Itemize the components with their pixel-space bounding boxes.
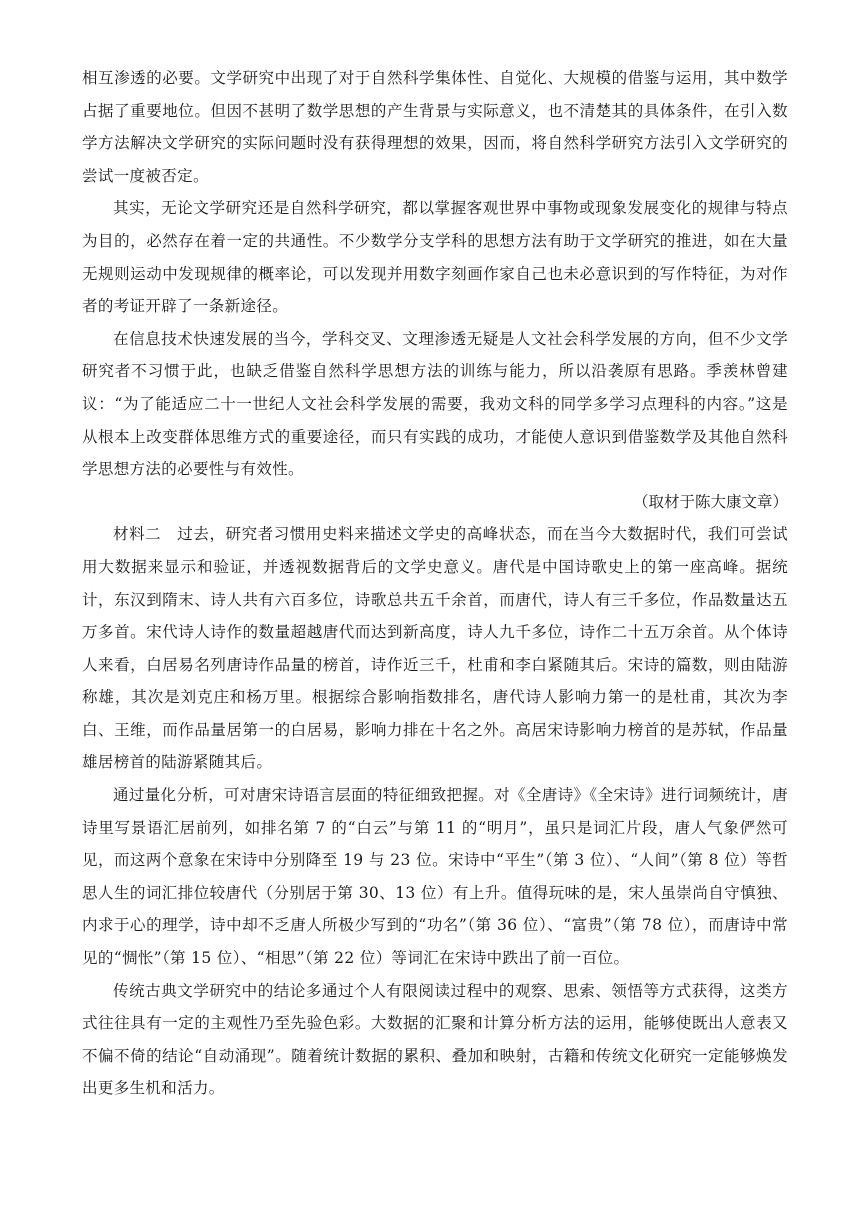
paragraph-conclusion: 传统古典文学研究中的结论多通过个人有限阅读过程中的观察、思索、领悟等方式获得，这类方式往往具有一定的主观性乃至先验色彩。大数据的汇聚和计算分析方法的运用，能够使既出人意表又不偏不倚的结论“自动涌现”。随着统计数据的累积、叠加和映射，古籍和传统文化研究一定能够焕发出更多生机和活力。: [82, 981, 788, 1098]
document-page: [82, 62, 788, 1105]
paragraph-quantitative-analysis: 通过量化分析，可对唐宋诗语言层面的特征细致把握。对《全唐诗》《全宋诗》进行词频统计，唐诗里写景语汇居前列，如排名第 7 的“白云”与第 11 的“明月”，虽只是词汇片段，唐人气象俨然可见，而这两个意象在宋诗中分别降至 19 与 23 位。宋诗中“平生”（第 3 位）、“人间”（第 8 位）等哲思人生的词汇排位较唐代（分别居于第 30、13 位）有上升。值得玩味的是，宋人虽崇尚自守慎独、内求于心的理学，诗中却不乏唐人所极少写到的“功名”（第 36 位）、“富贵”（第 78 位），而唐诗中常见的“惆怅”（第 15 位）、“相思”（第 22 位）等词汇在宋诗中跌出了前一百位。: [82, 786, 788, 968]
paragraph-material-two: 材料二 过去，研究者习惯用史料来描述文学史的高峰状态，而在当今大数据时代，我们可尝试用大数据来显示和验证，并透视数据背后的文学史意义。唐代是中国诗歌史上的第一座高峰。据统计，东汉到隋末、诗人共有六百多位，诗歌总共五千余首，而唐代，诗人有三千多位，作品数量达五万多首。宋代诗人诗作的数量超越唐代而达到新高度，诗人九千多位，诗作二十五万余首。从个体诗人来看，白居易名列唐诗作品量的榜首，诗作近三千，杜甫和李白紧随其后。宋诗的篇数，则由陆游称雄，其次是刘克庄和杨万里。根据综合影响指数排名，唐代诗人影响力第一的是杜甫，其次为李白、王维，而作品量居第一的白居易，影响力排在十名之外。高居宋诗影响力榜首的是苏轼，作品量雄居榜首的陆游紧随其后。: [82, 525, 788, 772]
paragraph-interdisciplinary: 在信息技术快速发展的当今，学科交叉、文理渗透无疑是人文社会科学发展的方向，但不少文学研究者不习惯于此，也缺乏借鉴自然科学思想方法的训练与能力，所以沿袭原有思路。季羡林曾建议：“为了能适应二十一世纪人文社会科学发展的需要，我劝文科的同学多学习点理科的内容。”这是从根本上改变群体思维方式的重要途径，而只有实践的成功，才能使人意识到借鉴数学及其他自然科学思想方法的必要性与有效性。: [82, 329, 788, 479]
source-attribution: （取材于陈大康文章）: [632, 492, 788, 511]
paragraph-commonality: 其实，无论文学研究还是自然科学研究，都以掌握客观世界中事物或现象发展变化的规律与特点为目的，必然存在着一定的共通性。不少数学分支学科的思想方法有助于文学研究的推进，如在大量无规则运动中发现规律的概率论，可以发现并用数字刻画作家自己也未必意识到的写作特征，为对作者的考证开辟了一条新途径。: [82, 199, 788, 316]
paragraph-continuation: 相互渗透的必要。文学研究中出现了对于自然科学集体性、自觉化、大规模的借鉴与运用，其中数学占据了重要地位。但因不甚明了数学思想的产生背景与实际意义，也不清楚其的具体条件，在引入数学方法解决文学研究的实际问题时没有获得理想的效果，因而，将自然科学研究方法引入文学研究的尝试一度被否定。: [82, 69, 788, 185]
